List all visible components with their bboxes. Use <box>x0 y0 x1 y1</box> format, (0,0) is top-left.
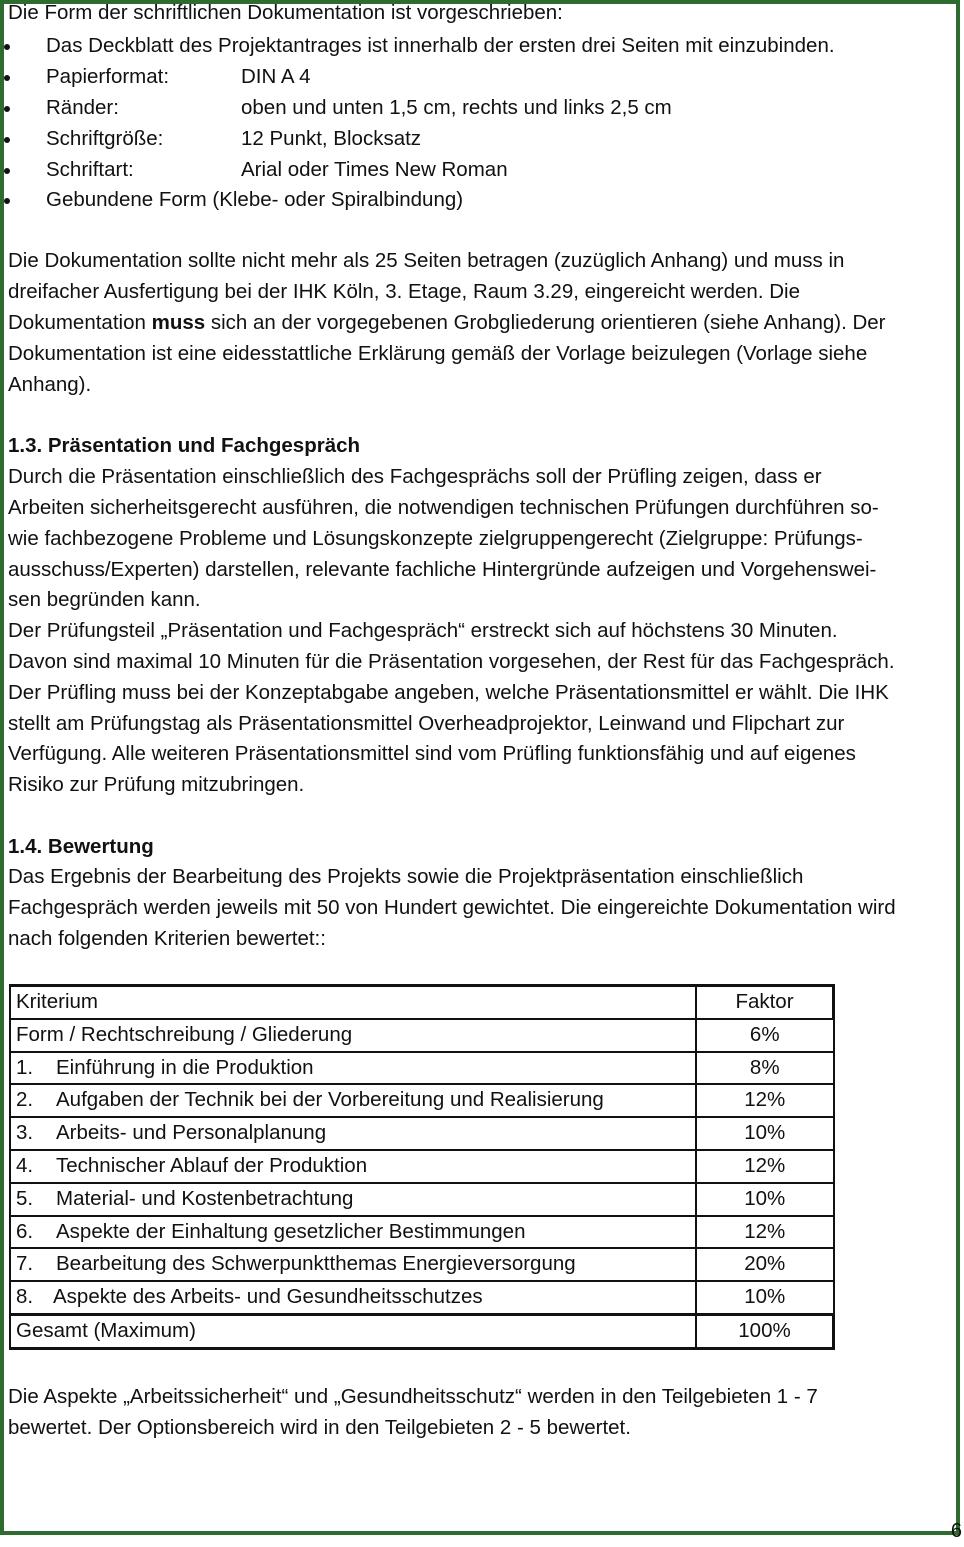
paragraph-line: bewertet. Der Optionsbereich wird in den Teilgebieten 2 - 5 bewertet. <box>8 1416 631 1439</box>
page-number: 6 <box>950 1520 962 1542</box>
table-row <box>10 1019 834 1052</box>
table-row <box>10 1248 834 1281</box>
criteria-table <box>9 984 835 1350</box>
criterion-cell: 6. Aspekte der Einhaltung gesetzlicher Bestimmungen <box>10 1216 696 1249</box>
table-header-cell: Faktor <box>696 986 834 1019</box>
criterion-cell: Form / Rechtschreibung / Gliederung <box>10 1019 696 1052</box>
criterion-cell: 7. Bearbeitung des Schwerpunktthemas Energieversorgung <box>10 1248 696 1281</box>
factor-cell: 10% <box>696 1117 834 1150</box>
paragraph-line: Das Ergebnis der Bearbeitung des Projekts sowie die Projektpräsentation einschließlich <box>8 865 804 888</box>
paragraph-line: Anhang). <box>8 373 92 396</box>
total-factor-cell: 100% <box>696 1314 834 1348</box>
paragraph-line: Die Aspekte „Arbeitssicherheit“ und „Gesundheitsschutz“ werden in den Teilgebieten 1 - 7 <box>8 1385 818 1408</box>
section-heading: 1.3. Präsentation und Fachgespräch <box>8 434 361 457</box>
paragraph-line: Die Dokumentation sollte nicht mehr als 25 Seiten betragen (zuzüglich Anhang) und muss in <box>8 249 845 272</box>
table-header-cell: Kriterium <box>10 986 696 1019</box>
paragraph-line: nach folgenden Kriterien bewertet:: <box>8 927 326 950</box>
bullet-dot-icon <box>4 137 10 143</box>
factor-cell: 10% <box>696 1183 834 1216</box>
paragraph-line: Dokumentation ist eine eidesstattliche Erklärung gemäß der Vorlage beizulegen (Vorlage siehe <box>8 342 868 365</box>
factor-cell: 10% <box>696 1281 834 1314</box>
intro-line: Die Form der schriftlichen Dokumentation ist vorgeschrieben: <box>8 1 563 24</box>
paragraph-line: Arbeiten sicherheitsgerecht ausführen, die notwendigen technischen Prüfungen durchführen so- <box>8 496 879 519</box>
paragraph-line: Fachgespräch werden jeweils mit 50 von Hundert gewichtet. Die eingereichte Dokumentation wird <box>8 896 896 919</box>
section-heading: 1.4. Bewertung <box>8 835 154 858</box>
factor-cell: 8% <box>696 1052 834 1085</box>
emphasis-text: muss <box>151 311 206 334</box>
criterion-cell: 5. Material- und Kostenbetrachtung <box>10 1183 696 1216</box>
page-frame: Die Form der schriftlichen Dokumentation ist vorgeschrieben: Das Deckblatt des Projektantrages ist innerhalb der ersten drei Seiten mit einzubinden. Papierformat: DIN A 4 Ränder: oben und unten 1,5 cm, rechts und links 2,5 cm Schriftgröße: 12 Punkt, Blocksatz Schriftart: Arial oder Times New Roman Gebundene Form (Klebe- oder Spiralbindung) Die Dokumentation sollte nicht mehr als 25 Seiten betragen (zuzüglich Anhang) und muss in dreifacher Ausfertigung bei der IHK Köln, 3. Etage, Raum 3.29, eingereicht werden. Die Dokumentation muss sich an der vorgegebenen Grobgliederung orientieren (siehe Anhang). Der Dokumentation ist eine eidesstattliche Erklärung gemäß der Vorlage beizulegen (Vorlage siehe Anhang). 1.3. Präsentation und Fachgespräch Durch die Präsentation einschließlich des Fachgesprächs soll der Prüfling zeigen, dass er Arbeiten sicherheitsgerecht ausführen, die notwendigen technischen Prüfungen durchführen so- wie fachbezogene Probleme und Lösungskonzepte zielgruppengerecht (Zielgruppe: Prüfungs- ausschuss/Experten) darstellen, relevante fachliche Hintergründe aufzeigen und Vorgehenswei- sen begründen kann. Der Prüfungsteil „Präsentation und Fachgespräch“ erstreckt sich auf höchstens 30 Minuten. Davon sind maximal 10 Minuten für die Präsentation vorgesehen, der Rest für das Fachgespräch. Der Prüfling muss bei der Konzeptabgabe angeben, welche Präsentationsmittel er wählt. Die IHK stellt am Prüfungstag als Präsentationsmittel Overheadprojektor, Leinwand und Flipchart zur Verfügung. Alle weiteren Präsentationsmittel sind vom Prüfling funktionsfähig und auf eigenes Risiko zur Prüfung mitzubringen. 1.4. Bewertung Das Ergebnis der Bearbeitung des Projekts sowie die Projektpräsentation einschließlich Fachgespräch werden jeweils mit 50 von Hundert gewichtet. Die eingereichte Dokumentation wird nach folgenden Kriterien bewertet:: Kriterium Faktor Form / Rechtschreibung / Gliederung 6% 1. Einführung in die Produktion 8% 2. Aufgaben der Technik bei der Vorbereitung und Realisierung 12% 3. Arbeits- und Personalplanung 10% 4. Technischer Ablauf der Produktion 12% 5. Material- und Kostenbetrachtung 10% 6. Aspekte der Einhaltung gesetzlicher Bestimmungen 12% 7. Bearbeitung des Schwerpunktthemas Energieversorgung 20% 8. Aspekte des Arbeits- und Gesundheitsschutzes 10% Gesamt (Maximum) 100% Die Aspekte „Arbeitssicherheit“ und „Gesundheitsschutz“ werden in den Teilgebieten 1 - 7 bewertet. Der Optionsbereich wird in den Teilgebieten 2 - 5 bewertet. 6 <box>0 0 960 1535</box>
bullet-dot-icon <box>4 75 10 81</box>
factor-cell: 6% <box>696 1019 834 1052</box>
paragraph-line: Risiko zur Prüfung mitzubringen. <box>8 773 305 796</box>
criterion-cell: 3. Arbeits- und Personalplanung <box>10 1117 696 1150</box>
table-row <box>10 1084 834 1117</box>
paragraph-line: Davon sind maximal 10 Minuten für die Präsentation vorgesehen, der Rest für das Fachgespräch. <box>8 650 895 673</box>
paragraph-line: sen begründen kann. <box>8 588 201 611</box>
bullet-dot-icon <box>4 44 10 50</box>
table-row <box>10 1281 834 1314</box>
bullet-dot-icon <box>4 198 10 204</box>
total-criterion-cell: Gesamt (Maximum) <box>10 1314 696 1348</box>
paragraph-line: Durch die Präsentation einschließlich des Fachgesprächs soll der Prüfling zeigen, dass er <box>8 465 822 488</box>
table-row <box>10 1216 834 1249</box>
criterion-cell: 4. Technischer Ablauf der Produktion <box>10 1150 696 1183</box>
paragraph-line: Der Prüfling muss bei der Konzeptabgabe angeben, welche Präsentationsmittel er wählt. Die IHK <box>8 681 889 704</box>
table-header-row <box>10 986 834 1019</box>
criterion-cell: 8. Aspekte des Arbeits- und Gesundheitsschutzes <box>10 1281 696 1314</box>
factor-cell: 12% <box>696 1150 834 1183</box>
factor-cell: 12% <box>696 1216 834 1249</box>
bullet-dot-icon <box>4 106 10 112</box>
paragraph-line: Dokumentation muss sich an der vorgegebenen Grobgliederung orientieren (siehe Anhang). Der <box>8 311 886 334</box>
paragraph-line: ausschuss/Experten) darstellen, relevante fachliche Hintergründe aufzeigen und Vorgehenswei- <box>8 558 877 581</box>
table-row <box>10 1183 834 1216</box>
factor-cell: 20% <box>696 1248 834 1281</box>
paragraph-line: dreifacher Ausfertigung bei der IHK Köln, 3. Etage, Raum 3.29, eingereicht werden. Die <box>8 280 800 303</box>
paragraph-line: Verfügung. Alle weiteren Präsentationsmittel sind vom Prüfling funktionsfähig und auf eigenes <box>8 742 856 765</box>
factor-cell: 12% <box>696 1084 834 1117</box>
paragraph-line: stellt am Prüfungstag als Präsentationsmittel Overheadprojektor, Leinwand und Flipchart zur <box>8 712 845 735</box>
table-total-row <box>10 1314 834 1348</box>
table-row <box>10 1150 834 1183</box>
criterion-cell: 2. Aufgaben der Technik bei der Vorbereitung und Realisierung <box>10 1084 696 1117</box>
table-row <box>10 1117 834 1150</box>
table-row <box>10 1052 834 1085</box>
paragraph-line: wie fachbezogene Probleme und Lösungskonzepte zielgruppengerecht (Zielgruppe: Prüfungs- <box>8 527 863 550</box>
criterion-cell: 1. Einführung in die Produktion <box>10 1052 696 1085</box>
bullet-dot-icon <box>4 168 10 174</box>
paragraph-line: Der Prüfungsteil „Präsentation und Fachgespräch“ erstreckt sich auf höchstens 30 Minuten. <box>8 619 838 642</box>
